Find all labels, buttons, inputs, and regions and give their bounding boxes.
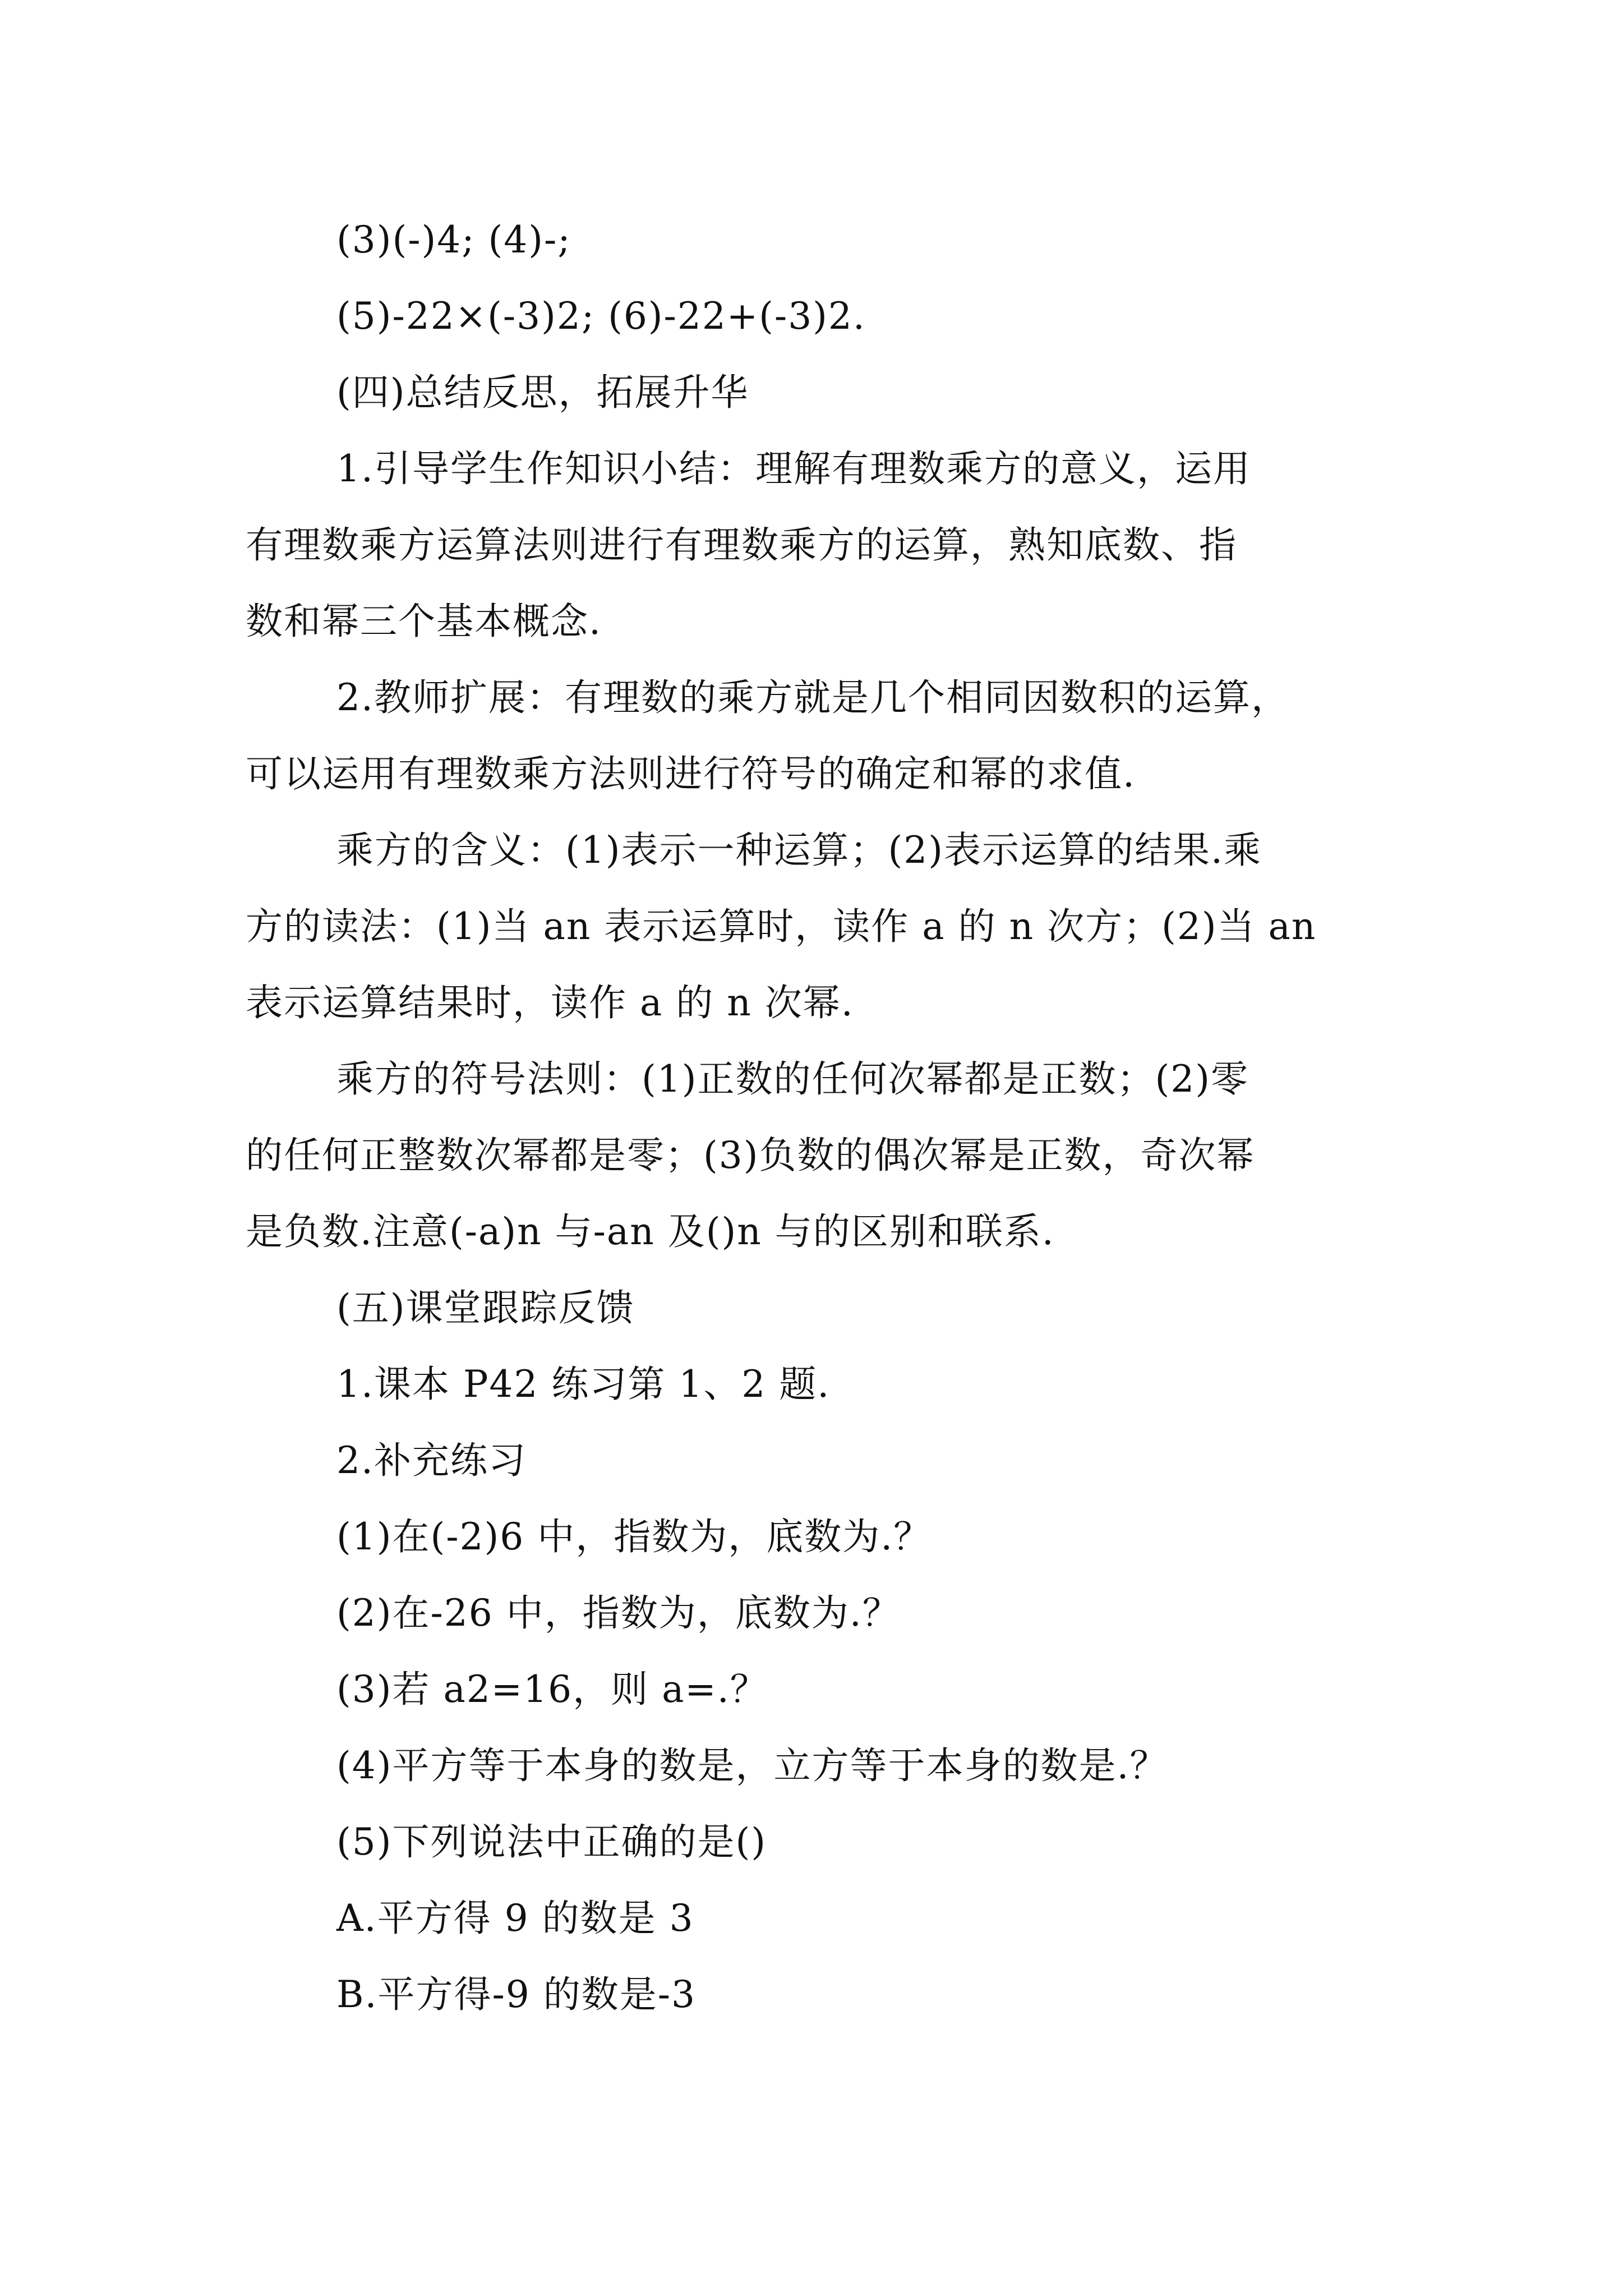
list-item: (4)平方等于本身的数是，立方等于本身的数是.？ — [336, 1744, 1168, 1787]
list-item: (3)若 a2=16，则 a=.？ — [336, 1668, 768, 1711]
option-item: B.平方得-9 的数是-3 — [336, 1973, 697, 2016]
list-item: 2.补充练习 — [336, 1439, 527, 1482]
section-heading-summary: (四)总结反思，拓展升华 — [336, 371, 749, 414]
paragraph-line: 乘方的符号法则：(1)正数的任何次幂都是正数；(2)零 — [336, 1057, 1249, 1101]
paragraph-line: 有理数乘方运算法则进行有理数乘方的运算，熟知底数、指 — [246, 523, 1237, 567]
paragraph-line: 方的读法：(1)当 an 表示运算时，读作 a 的 n 次方；(2)当 an — [246, 905, 1317, 948]
list-item: (5)下列说法中正确的是() — [336, 1820, 767, 1864]
list-item: (2)在-26 中，指数为，底数为.？ — [336, 1591, 901, 1635]
paragraph-line: 是负数.注意(-a)n 与-an 及()n 与的区别和联系. — [246, 1210, 1055, 1253]
section-heading-feedback: (五)课堂跟踪反馈 — [336, 1286, 635, 1329]
option-item: A.平方得 9 的数是 3 — [336, 1897, 694, 1940]
list-item: 1.课本 P42 练习第 1、2 题. — [336, 1363, 831, 1406]
paragraph-line: 2.教师扩展：有理数的乘方就是几个相同因数积的运算， — [336, 676, 1289, 719]
document-body — [246, 202, 1390, 2033]
exercise-line-3-4: (3)(-)4; (4)-; — [336, 218, 571, 261]
exercise-line-5-6: (5)-22×(-3)2; (6)-22+(-3)2. — [336, 295, 866, 338]
paragraph-line: 乘方的含义：(1)表示一种运算；(2)表示运算的结果.乘 — [336, 829, 1262, 872]
paragraph-line: 1.引导学生作知识小结：理解有理数乘方的意义，运用 — [336, 447, 1251, 490]
paragraph-line: 可以运用有理数乘方法则进行符号的确定和幂的求值. — [246, 752, 1136, 795]
paragraph-line: 的任何正整数次幂都是零；(3)负数的偶次幂是正数，奇次幂 — [246, 1134, 1255, 1177]
paragraph-line: 数和幂三个基本概念. — [246, 600, 602, 643]
paragraph-line: 表示运算结果时，读作 a 的 n 次幂. — [246, 981, 854, 1024]
list-item: (1)在(-2)6 中，指数为，底数为.？ — [336, 1515, 932, 1558]
